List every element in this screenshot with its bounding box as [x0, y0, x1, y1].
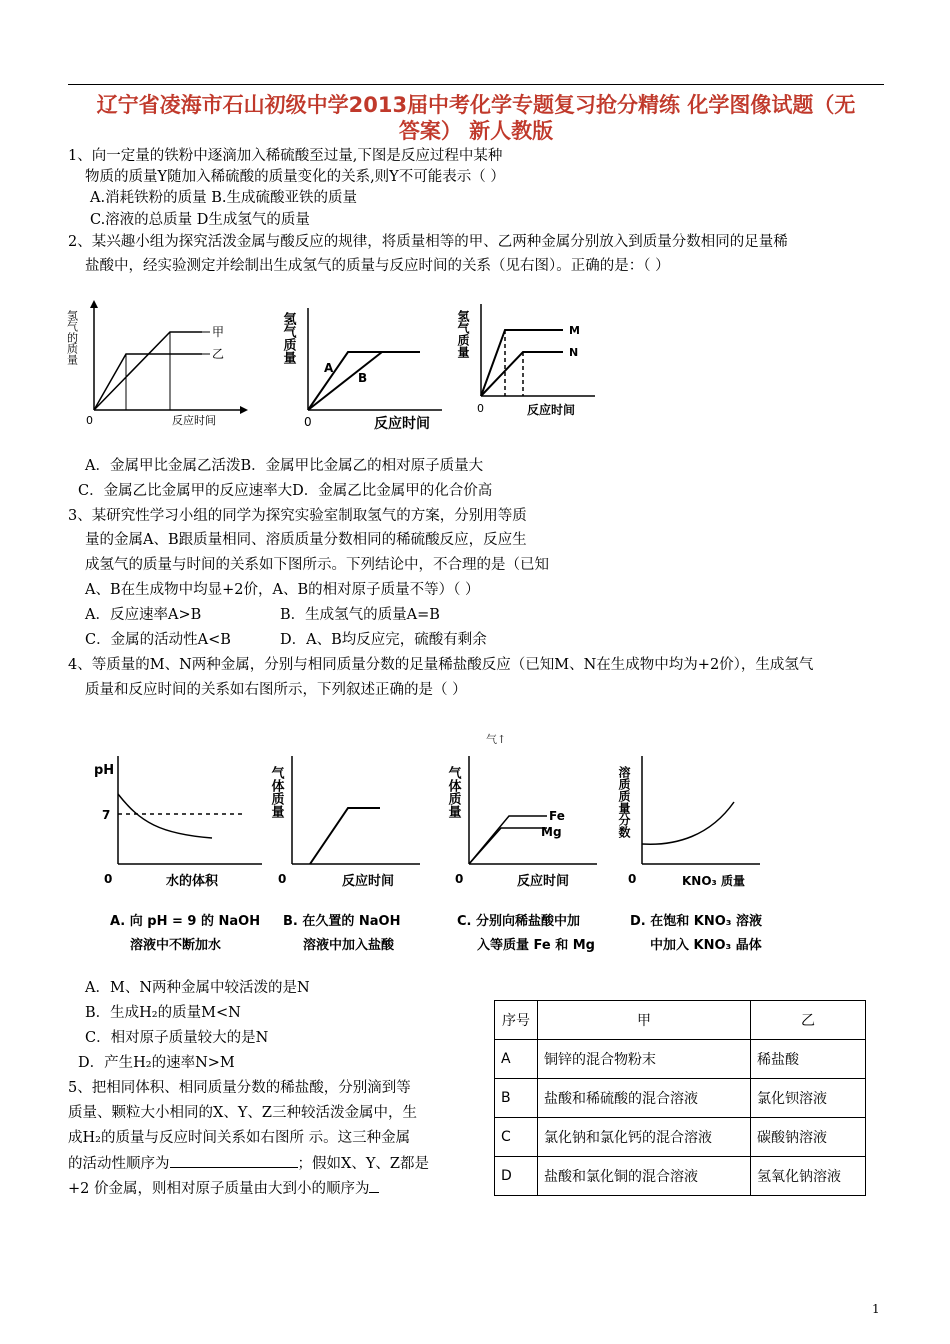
graph1-y-label: 氢气的质量 [65, 310, 79, 365]
graph-ph-water [90, 752, 270, 892]
q5-answer-blank-2[interactable] [369, 1178, 379, 1193]
table-cell: 盐酸和氯化铜的混合溶液 [538, 1157, 751, 1196]
graph3-x-label: 反应时间 [527, 403, 576, 417]
q2-line2: 盐酸中，经实验测定并绘制出生成氢气的质量与反应时间的关系（见右图）。正确的是：（ ） [85, 258, 670, 274]
q5-line5-text: +2 价金属，则相对原子质量由大到小的顺序为 [68, 1181, 370, 1197]
graphA-caption-2: 溶液中不断加水 [130, 938, 222, 953]
q4-line1: 4、等质量的M、N两种金属，分别与相同质量分数的足量稀盐酸反应（已知M、N在生成物中均为+2价），生成氢气 [68, 657, 814, 673]
q3-option-c: C．金属的活动性A<B [85, 632, 231, 648]
graphD-x-label: KNO₃ 质量 [682, 874, 745, 888]
page-number: 1 [872, 1302, 880, 1316]
graphC-origin: 0 [455, 872, 464, 886]
graphB-caption-2: 溶液中加入盐酸 [303, 938, 395, 953]
graphB-origin: 0 [278, 872, 287, 886]
graph2-origin: 0 [304, 415, 312, 429]
table-row [495, 1118, 866, 1157]
table-cell: B [495, 1079, 538, 1118]
table-header-index: 序号 [495, 1001, 538, 1040]
table-cell: 盐酸和稀硫酸的混合溶液 [538, 1079, 751, 1118]
table-cell: 氯化钠和氯化钙的混合溶液 [538, 1118, 751, 1157]
q3-line3: 成氢气的质量与时间的关系如下图所示。下列结论中，不合理的是（已知 [85, 557, 549, 573]
q5-line2: 质量、颗粒大小相同的X、Y、Z三种较活泼金属中，生 [68, 1105, 417, 1121]
graphA-origin: 0 [104, 872, 113, 886]
graph3-y-label: 氢气质量 [456, 310, 470, 358]
graph-gas-fe-mg [447, 752, 607, 892]
q1-line1: 1、向一定量的铁粉中逐滴加入稀硫酸至过量,下图是反应过程中某种 [68, 148, 503, 164]
table-cell: 氢氧化钠溶液 [751, 1157, 866, 1196]
graphB-y-label: 气体质量 [268, 766, 284, 818]
graphC-label-fe: Fe [549, 809, 565, 823]
q3-option-d: D．A、B均反应完，硫酸有剩余 [280, 632, 487, 648]
table-cell: 氯化钡溶液 [751, 1079, 866, 1118]
q5-line4 [68, 1153, 429, 1174]
q4-option-c: C．相对原子质量较大的是N [85, 1030, 269, 1046]
graph-gas-naoh [270, 752, 430, 892]
graphB-x-label: 反应时间 [342, 874, 395, 889]
graph1-x-label: 反应时间 [172, 414, 216, 427]
reagent-table [494, 1000, 866, 1196]
table-header-jia: 甲 [538, 1001, 751, 1040]
graphC-y-label: 气体质量 [445, 766, 461, 818]
graphA-caption-1: A. 向 pH = 9 的 NaOH [110, 914, 261, 929]
q2-option-cd: C．金属乙比金属甲的反应速率大D．金属乙比金属甲的化合价高 [78, 483, 493, 499]
graphC-x-label: 反应时间 [517, 874, 570, 889]
table-cell: D [495, 1157, 538, 1196]
q5-line3: 成H₂的质量与反应时间关系如右图所 示。这三种金属 [68, 1130, 411, 1146]
q5-line4-start: 的活动性顺序为 [68, 1156, 170, 1172]
table-cell: A [495, 1040, 538, 1079]
graphB-caption-1: B. 在久置的 NaOH [283, 914, 401, 929]
graph2-label-a: A [324, 361, 334, 375]
graph-kno3 [617, 752, 770, 892]
table-row [495, 1040, 866, 1079]
q3-option-a: A．反应速率A>B [85, 607, 202, 623]
q3-line1: 3、某研究性学习小组的同学为探究实验室制取氢气的方案，分别用等质 [68, 508, 527, 524]
graph1-label-yi: 乙 [212, 347, 225, 361]
q1-option-cd: C.溶液的总质量 D生成氢气的质量 [90, 212, 310, 228]
q3-option-b: B．生成氢气的质量A=B [280, 607, 440, 623]
graphA-seven: 7 [102, 808, 111, 822]
document-title-line1: 辽宁省凌海市石山初级中学2013届中考化学专题复习抢分精练 化学图像试题（无 [96, 93, 856, 117]
q3-line2: 量的金属A、B跟质量相同、溶质质量分数相同的稀硫酸反应，反应生 [85, 532, 527, 548]
graph-metal-m-n [455, 300, 605, 425]
table-header-yi: 乙 [751, 1001, 866, 1040]
graph2-x-label: 反应时间 [374, 416, 430, 432]
graphD-origin: 0 [628, 872, 637, 886]
graph2-y-label: 氢气质量 [280, 312, 296, 364]
graphC-caption-2: 入等质量 Fe 和 Mg [477, 938, 595, 953]
q3-line4: A、B在生成物中均显+2价，A、B的相对原子质量不等）（ ） [85, 582, 480, 598]
q4-option-b: B．生成H₂的质量M<N [85, 1005, 241, 1021]
graphA-y-label: pH [94, 763, 115, 778]
graphD-caption-2: 中加入 KNO₃ 晶体 [650, 938, 762, 953]
table-row [495, 1157, 866, 1196]
table-cell: 碳酸钠溶液 [751, 1118, 866, 1157]
q5-line5 [68, 1178, 379, 1199]
graph3-label-n: N [569, 346, 579, 359]
document-title-line2: 答案） 新人教版 [398, 119, 554, 143]
graph1-label-jia: 甲 [212, 325, 225, 339]
graphA-x-label: 水的体积 [166, 874, 219, 889]
table-header-row [495, 1001, 866, 1040]
q5-line1: 5、把相同体积、相同质量分数的稀盐酸，分别滴到等 [68, 1080, 411, 1096]
table-row [495, 1079, 866, 1118]
q2-line1: 2、某兴趣小组为探究活泼金属与酸反应的规律，将质量相等的甲、乙两种金属分别放入到质量分数相同的足量稀 [68, 234, 788, 250]
graph2-label-b: B [358, 371, 368, 385]
q5-line4-end: ；假如X、Y、Z都是 [297, 1156, 429, 1172]
graph3-origin: 0 [477, 402, 484, 415]
q4-option-d: D．产生H₂的速率N>M [78, 1055, 235, 1071]
q5-answer-blank-1[interactable] [170, 1153, 298, 1168]
graph3-label-m: M [569, 324, 580, 337]
q1-option-ab: A.消耗铁粉的质量 B.生成硫酸亚铁的质量 [90, 190, 357, 206]
graph1-origin: 0 [86, 414, 93, 427]
graph-metal-a-b [280, 300, 450, 435]
graph-metal-jia-yi [60, 290, 260, 440]
q4-line2: 质量和反应时间的关系如右图所示，下列叙述正确的是（ ） [85, 682, 467, 698]
q1-line2: 物质的质量Y随加入稀硫酸的质量变化的关系,则Y不可能表示（ ） [85, 169, 505, 185]
graphD-caption-1: D. 在饱和 KNO₃ 溶液 [630, 914, 763, 929]
graphC-caption-1: C. 分别向稀盐酸中加 [457, 914, 581, 929]
graphC-label-mg: Mg [541, 825, 562, 839]
q4-option-a: A．M、N两种金属中较活泼的是N [85, 980, 310, 996]
table-cell: C [495, 1118, 538, 1157]
header-rule [68, 84, 884, 85]
q2-option-ab: A．金属甲比金属乙活泼B．金属甲比金属乙的相对原子质量大 [85, 458, 484, 474]
table-cell: 铜锌的混合物粉末 [538, 1040, 751, 1079]
stray-mark: 气↑ [486, 733, 507, 746]
graphD-y-label: 溶质质量分数 [617, 766, 631, 838]
table-cell: 稀盐酸 [751, 1040, 866, 1079]
